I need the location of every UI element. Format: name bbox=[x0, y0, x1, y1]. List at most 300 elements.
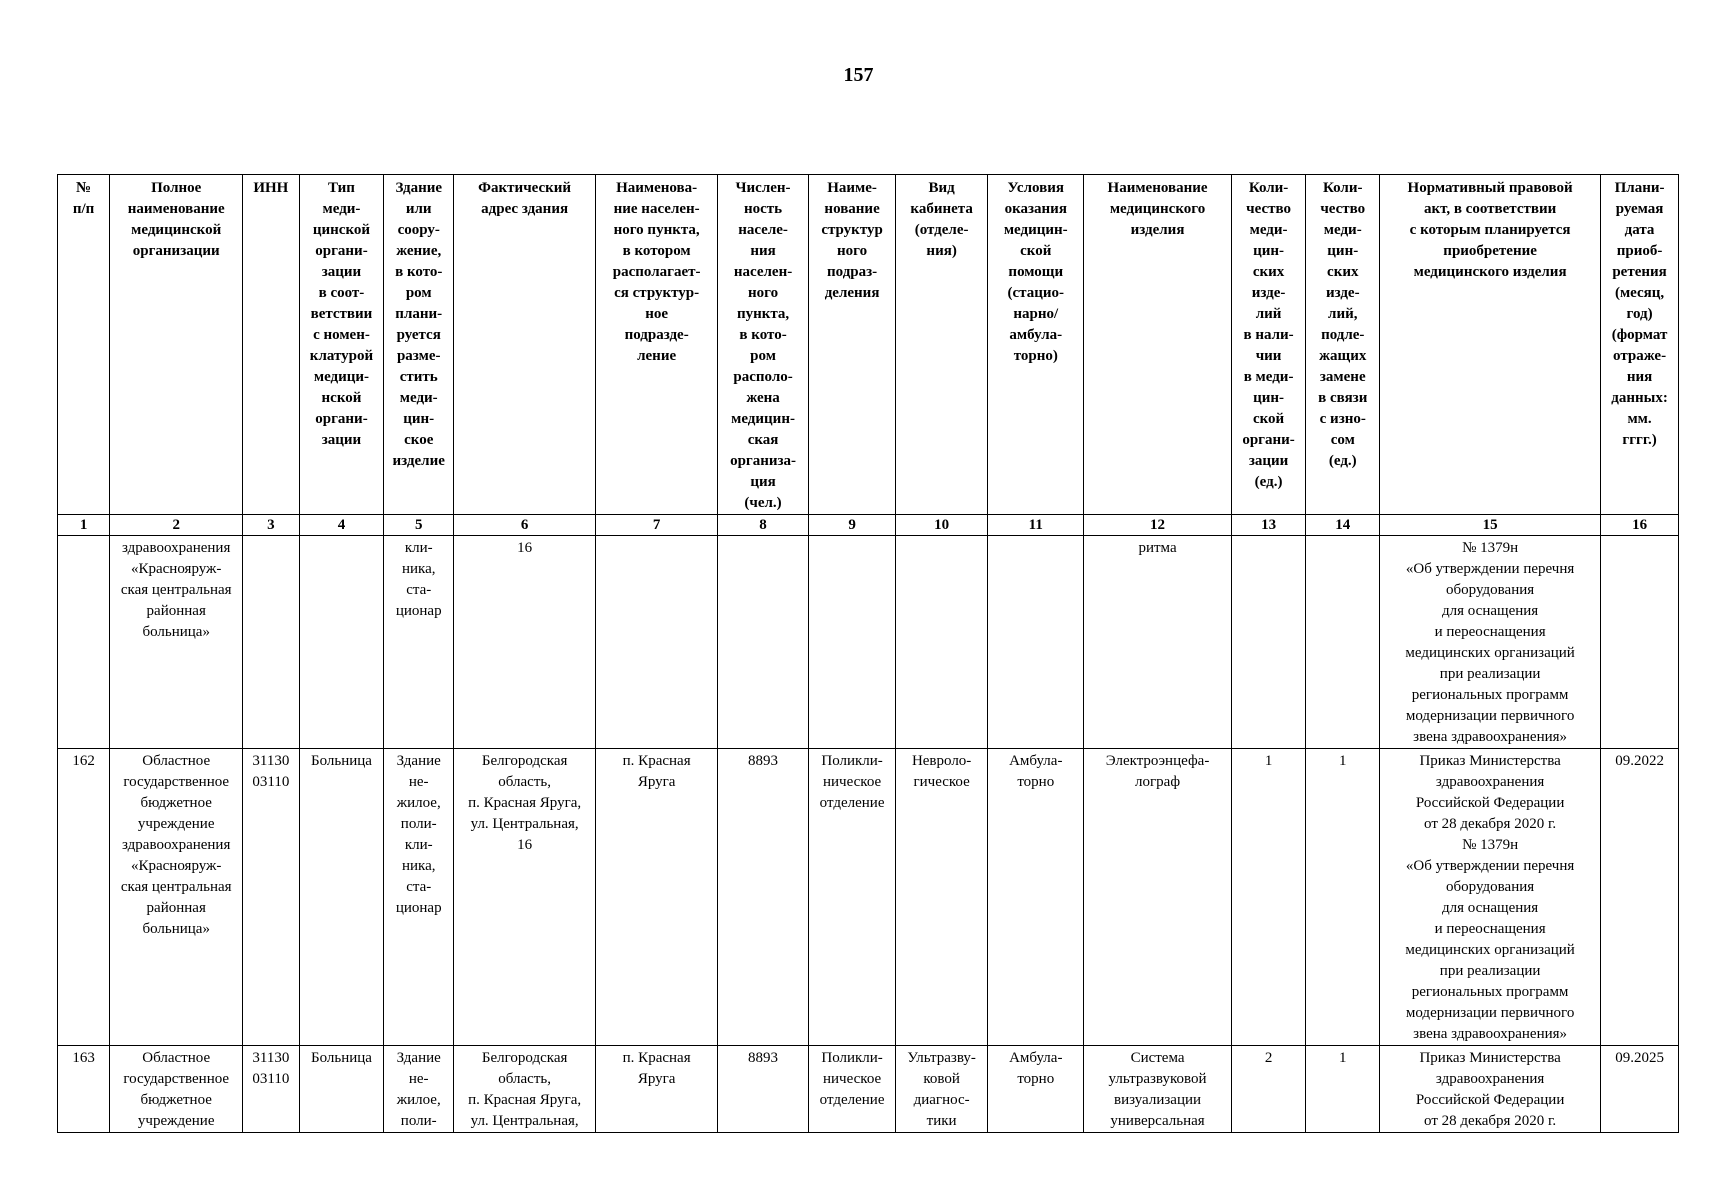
column-header-line: ция bbox=[750, 474, 776, 490]
cell-text-line: здравоохранения bbox=[1435, 1071, 1545, 1087]
column-header-line: с изно- bbox=[1319, 411, 1366, 427]
cell-text-line: гическое bbox=[913, 774, 970, 790]
column-number-cell: 4 bbox=[299, 515, 384, 536]
column-header-1 bbox=[58, 175, 110, 515]
column-header-3 bbox=[243, 175, 299, 515]
cell-text-line: кли- bbox=[404, 540, 433, 556]
column-header-line: в меди- bbox=[1243, 369, 1294, 385]
column-header-line: медицинской bbox=[131, 222, 222, 238]
column-header-line: в котором bbox=[622, 243, 691, 259]
cell-text-line: ническое bbox=[823, 1071, 882, 1087]
column-number-cell: 15 bbox=[1380, 515, 1601, 536]
column-header-5 bbox=[384, 175, 454, 515]
cell-text-line: № 1379н bbox=[1462, 540, 1519, 556]
cell-text-line: Больница bbox=[310, 753, 372, 769]
table-cell-col-7 bbox=[596, 536, 718, 749]
table-cell-col-3 bbox=[243, 1046, 299, 1133]
table-cell-col-11 bbox=[988, 749, 1084, 1046]
column-header-line: Плани- bbox=[1614, 180, 1665, 196]
cell-text-line: Система bbox=[1130, 1050, 1185, 1066]
column-header-line: ния bbox=[750, 243, 776, 259]
cell-text-line: от 28 декабря 2020 г. bbox=[1424, 1113, 1557, 1129]
column-number-cell: 11 bbox=[988, 515, 1084, 536]
column-header-line: Условия bbox=[1007, 180, 1064, 196]
column-header-line: стить bbox=[399, 369, 438, 385]
column-header-line: п/п bbox=[72, 201, 95, 217]
column-header-line: лий, bbox=[1328, 306, 1358, 322]
column-header-line: ской bbox=[1252, 411, 1285, 427]
table-cell-col-9 bbox=[809, 1046, 896, 1133]
cell-text-line: кли- bbox=[404, 837, 433, 853]
cell-text-line: отделение bbox=[819, 795, 885, 811]
table-cell-col-5 bbox=[384, 749, 454, 1046]
column-header-9 bbox=[809, 175, 896, 515]
column-header-line: год) bbox=[1626, 306, 1653, 322]
column-header-line: ское bbox=[404, 432, 434, 448]
cell-text-line: 09.2025 bbox=[1615, 1050, 1664, 1066]
column-header-line: Здание bbox=[395, 180, 443, 196]
column-header-line: Числен- bbox=[735, 180, 791, 196]
column-header-line: ских bbox=[1252, 264, 1285, 280]
cell-text-line: государственное bbox=[123, 1071, 230, 1087]
column-header-line: медицинского bbox=[1109, 201, 1206, 217]
table-cell-col-15 bbox=[1380, 1046, 1601, 1133]
column-header-line: руемая bbox=[1615, 201, 1664, 217]
column-header-11 bbox=[988, 175, 1084, 515]
cell-text-line: Амбула- bbox=[1009, 753, 1063, 769]
table-cell-col-6 bbox=[454, 749, 596, 1046]
column-header-line: Вид bbox=[928, 180, 955, 196]
column-header-line: ретения bbox=[1612, 264, 1667, 280]
cell-text-line: региональных программ bbox=[1411, 984, 1569, 1000]
cell-text-line: учреждение bbox=[137, 1113, 215, 1129]
cell-text-line: диагнос- bbox=[913, 1092, 970, 1108]
cell-text-line: ул. Центральная, bbox=[470, 1113, 579, 1129]
medical-equipment-table bbox=[57, 174, 1679, 1133]
column-header-6 bbox=[454, 175, 596, 515]
column-header-line: зации bbox=[321, 264, 362, 280]
cell-text-line: поли- bbox=[400, 1113, 437, 1129]
table-cell-col-13 bbox=[1231, 1046, 1306, 1133]
cell-text-line: ста- bbox=[406, 582, 432, 598]
cell-text-line: п. Красная bbox=[622, 753, 691, 769]
column-number-cell: 5 bbox=[384, 515, 454, 536]
cell-text-line: отделение bbox=[819, 1092, 885, 1108]
table-cell-col-16 bbox=[1601, 1046, 1679, 1133]
cell-text-line: ультразвуковой bbox=[1108, 1071, 1207, 1087]
cell-text-line: и переоснащения bbox=[1434, 921, 1546, 937]
table-cell-col-11 bbox=[988, 1046, 1084, 1133]
cell-text-line: не- bbox=[408, 1071, 429, 1087]
table-cell-col-14 bbox=[1306, 749, 1380, 1046]
column-header-line: (ед.) bbox=[1328, 453, 1357, 469]
column-header-line: органи- bbox=[315, 411, 368, 427]
column-header-line: приоб- bbox=[1616, 243, 1663, 259]
column-header-line: гггг.) bbox=[1622, 432, 1657, 448]
column-header-line: цин- bbox=[1327, 243, 1359, 259]
column-header-line: акт, в соответствии bbox=[1423, 201, 1557, 217]
column-header-line: меди- bbox=[1249, 222, 1288, 238]
column-header-line: органи- bbox=[1242, 432, 1295, 448]
column-number-cell: 12 bbox=[1084, 515, 1231, 536]
table-cell-col-16 bbox=[1601, 749, 1679, 1046]
column-header-line: нарно/ bbox=[1013, 306, 1059, 322]
cell-text-line: Яруга bbox=[637, 1071, 676, 1087]
column-header-line: в кото- bbox=[395, 264, 443, 280]
column-header-line: оказания bbox=[1004, 201, 1067, 217]
cell-text-line: здравоохранения bbox=[122, 837, 231, 853]
cell-text-line: п. Красная bbox=[622, 1050, 691, 1066]
cell-text-line: торно bbox=[1017, 1071, 1055, 1087]
column-header-line: ская bbox=[747, 432, 779, 448]
cell-text-line: тики bbox=[926, 1113, 957, 1129]
column-header-line: № bbox=[76, 180, 92, 196]
table-cell-col-1 bbox=[58, 1046, 110, 1133]
table-cell-col-13 bbox=[1231, 536, 1306, 749]
column-header-line: Наименование bbox=[1107, 180, 1208, 196]
table-cell-col-12 bbox=[1084, 749, 1231, 1046]
column-number-cell: 2 bbox=[110, 515, 243, 536]
column-header-line: чество bbox=[1246, 201, 1291, 217]
cell-text-line: 8893 bbox=[748, 753, 779, 769]
table-cell-col-1 bbox=[58, 749, 110, 1046]
cell-text-line: Белгородская bbox=[481, 753, 568, 769]
column-header-line: ние населен- bbox=[613, 201, 700, 217]
column-number-cell: 1 bbox=[58, 515, 110, 536]
cell-text-line: 8893 bbox=[748, 1050, 779, 1066]
column-header-line: адрес здания bbox=[481, 201, 569, 217]
column-header-line: с которым планируется bbox=[1409, 222, 1571, 238]
cell-text-line: ционар bbox=[395, 900, 442, 916]
cell-text-line: здравоохранения bbox=[122, 540, 231, 556]
cell-text-line: 16 bbox=[517, 540, 533, 556]
column-header-10 bbox=[896, 175, 988, 515]
column-header-line: зации bbox=[1248, 453, 1289, 469]
column-number-cell: 9 bbox=[809, 515, 896, 536]
column-header-line: подразде- bbox=[624, 327, 689, 343]
cell-text-line: Белгородская bbox=[481, 1050, 568, 1066]
column-header-line: нование bbox=[824, 201, 880, 217]
cell-text-line: № 1379н bbox=[1462, 837, 1519, 853]
column-header-line: нской bbox=[321, 390, 362, 406]
cell-text-line: Электроэнцефа- bbox=[1105, 753, 1210, 769]
cell-text-line: «Краснояруж- bbox=[130, 858, 222, 874]
column-header-7 bbox=[596, 175, 718, 515]
cell-text-line: Областное bbox=[142, 753, 211, 769]
column-number-cell: 3 bbox=[243, 515, 299, 536]
cell-text-line: 1 bbox=[1264, 753, 1273, 769]
cell-text-line: ритма bbox=[1138, 540, 1177, 556]
table-cell-col-13 bbox=[1231, 749, 1306, 1046]
cell-text-line: модернизации первичного bbox=[1405, 1005, 1575, 1021]
cell-text-line: универсальная bbox=[1110, 1113, 1205, 1129]
column-number-cell: 10 bbox=[896, 515, 988, 536]
column-header-8 bbox=[718, 175, 809, 515]
column-header-line: изделие bbox=[392, 453, 445, 469]
column-header-line: наименование bbox=[127, 201, 225, 217]
table-cell-col-11 bbox=[988, 536, 1084, 749]
table-cell-col-5 bbox=[384, 536, 454, 749]
table-cell-col-2 bbox=[110, 1046, 243, 1133]
column-header-line: (ед.) bbox=[1254, 474, 1283, 490]
table-cell-col-2 bbox=[110, 749, 243, 1046]
column-header-4 bbox=[299, 175, 384, 515]
column-header-line: изде- bbox=[1325, 285, 1360, 301]
cell-text-line: районная bbox=[146, 603, 206, 619]
column-header-line: кабинета bbox=[910, 201, 973, 217]
cell-text-line: ул. Центральная, bbox=[470, 816, 579, 832]
column-header-line: Фактический bbox=[478, 180, 572, 196]
column-header-line: ния bbox=[1626, 369, 1653, 385]
column-header-line: меди- bbox=[399, 390, 438, 406]
column-header-line: ских bbox=[1327, 264, 1359, 280]
column-header-line: дата bbox=[1624, 222, 1655, 238]
column-header-line: с номен- bbox=[313, 327, 370, 343]
cell-text-line: визуализации bbox=[1114, 1092, 1202, 1108]
cell-text-line: модернизации первичного bbox=[1405, 708, 1575, 724]
cell-text-line: и переоснащения bbox=[1434, 624, 1546, 640]
column-header-line: ской bbox=[1020, 243, 1052, 259]
column-header-line: приобретение bbox=[1443, 243, 1537, 259]
column-header-line: населе- bbox=[738, 222, 788, 238]
table-cell-col-1 bbox=[58, 536, 110, 749]
column-header-line: пункта, bbox=[736, 306, 790, 322]
cell-text-line: региональных программ bbox=[1411, 687, 1569, 703]
cell-text-line: 1 bbox=[1339, 753, 1347, 769]
column-header-line: в соот- bbox=[318, 285, 365, 301]
table-row bbox=[58, 536, 1679, 749]
cell-text-line: для оснащения bbox=[1442, 900, 1539, 916]
column-header-line: Коли- bbox=[1323, 180, 1363, 196]
cell-text-line: ническое bbox=[823, 774, 882, 790]
column-header-line: организации bbox=[132, 243, 220, 259]
table-cell-col-12 bbox=[1084, 1046, 1231, 1133]
cell-text-line: «Об утверждении перечня bbox=[1405, 561, 1575, 577]
column-header-line: ное bbox=[645, 306, 669, 322]
cell-text-line: Здание bbox=[396, 1050, 441, 1066]
cell-text-line: 1 bbox=[1339, 1050, 1347, 1066]
cell-text-line: 16 bbox=[517, 837, 533, 853]
column-header-line: цинской bbox=[312, 222, 371, 238]
cell-text-line: п. Красная Яруга, bbox=[468, 795, 582, 811]
column-header-line: структур bbox=[821, 222, 883, 238]
column-header-line: изделия bbox=[1130, 222, 1185, 238]
cell-text-line: «Краснояруж- bbox=[130, 561, 222, 577]
table-cell-col-7 bbox=[596, 1046, 718, 1133]
table-cell-col-15 bbox=[1380, 749, 1601, 1046]
column-header-line: данных: bbox=[1611, 390, 1668, 406]
cell-text-line: ционар bbox=[395, 603, 442, 619]
column-header-line: помощи bbox=[1008, 264, 1064, 280]
column-header-line: (формат bbox=[1611, 327, 1668, 343]
column-header-line: населен- bbox=[733, 264, 793, 280]
cell-text-line: Поликли- bbox=[821, 1050, 883, 1066]
column-header-line: меди- bbox=[322, 201, 361, 217]
column-header-line: ся структур- bbox=[614, 285, 700, 301]
table-cell-col-16 bbox=[1601, 536, 1679, 749]
column-header-line: или bbox=[405, 201, 432, 217]
column-header-15 bbox=[1380, 175, 1601, 515]
column-header-2 bbox=[110, 175, 243, 515]
column-header-line: (отделе- bbox=[914, 222, 969, 238]
column-header-line: в связи bbox=[1318, 390, 1368, 406]
cell-text-line: больница» bbox=[142, 624, 210, 640]
cell-text-line: ста- bbox=[406, 879, 432, 895]
cell-text-line: Приказ Министерства bbox=[1419, 1050, 1561, 1066]
cell-text-line: 2 bbox=[1264, 1050, 1273, 1066]
column-header-line: (чел.) bbox=[744, 495, 782, 511]
column-header-line: ния) bbox=[926, 243, 957, 259]
cell-text-line: государственное bbox=[123, 774, 230, 790]
cell-text-line: ская центральная bbox=[120, 582, 232, 598]
column-header-line: ление bbox=[637, 348, 677, 364]
cell-text-line: ковой bbox=[923, 1071, 960, 1087]
table-body bbox=[58, 515, 1679, 1133]
column-header-line: Полное bbox=[151, 180, 202, 196]
table-cell-col-2 bbox=[110, 536, 243, 749]
cell-text-line: Невроло- bbox=[911, 753, 972, 769]
table-row bbox=[58, 1046, 1679, 1133]
cell-text-line: Здание bbox=[396, 753, 441, 769]
column-header-14 bbox=[1306, 175, 1380, 515]
column-number-cell: 14 bbox=[1306, 515, 1380, 536]
cell-text-line: медицинских организаций bbox=[1405, 942, 1575, 958]
cell-text-line: лограф bbox=[1135, 774, 1181, 790]
column-header-line: плани- bbox=[395, 306, 443, 322]
column-header-line: руется bbox=[396, 327, 441, 343]
column-header-line: цин- bbox=[1253, 243, 1285, 259]
column-header-line: амбула- bbox=[1009, 327, 1063, 343]
column-header-line: клатурой bbox=[309, 348, 374, 364]
cell-text-line: оборудования bbox=[1446, 879, 1535, 895]
cell-text-line: п. Красная Яруга, bbox=[468, 1092, 582, 1108]
cell-text-line: бюджетное bbox=[140, 1092, 212, 1108]
table-cell-col-10 bbox=[896, 536, 988, 749]
column-header-line: цин- bbox=[1253, 390, 1285, 406]
column-header-line: замене bbox=[1319, 369, 1366, 385]
table-cell-col-14 bbox=[1306, 1046, 1380, 1133]
table-cell-col-5 bbox=[384, 1046, 454, 1133]
column-header-line: (стацио- bbox=[1007, 285, 1064, 301]
column-header-line: медицин- bbox=[1003, 222, 1068, 238]
cell-text-line: «Об утверждении перечня bbox=[1405, 858, 1575, 874]
column-header-line: ИНН bbox=[253, 180, 289, 196]
cell-text-line: торно bbox=[1017, 774, 1055, 790]
cell-text-line: Поликли- bbox=[821, 753, 883, 769]
column-header-line: торно) bbox=[1013, 348, 1058, 364]
cell-text-line: Российской Федерации bbox=[1415, 1092, 1565, 1108]
table-cell-col-6 bbox=[454, 536, 596, 749]
cell-text-line: 162 bbox=[72, 753, 95, 769]
column-header-line: жена bbox=[746, 390, 780, 406]
cell-text-line: Больница bbox=[310, 1050, 372, 1066]
cell-text-line: ника, bbox=[401, 858, 436, 874]
column-header-line: располо- bbox=[733, 369, 793, 385]
column-header-line: мм. bbox=[1627, 411, 1652, 427]
table-cell-col-4 bbox=[299, 1046, 384, 1133]
cell-text-line: учреждение bbox=[137, 816, 215, 832]
column-header-line: Нормативный правовой bbox=[1407, 180, 1573, 196]
column-header-line: соору- bbox=[397, 222, 440, 238]
cell-text-line: Областное bbox=[142, 1050, 211, 1066]
column-header-line: ветствии bbox=[310, 306, 373, 322]
column-header-line: меди- bbox=[1323, 222, 1362, 238]
column-header-line: зации bbox=[321, 432, 362, 448]
cell-text-line: Амбула- bbox=[1009, 1050, 1063, 1066]
column-header-line: медицин- bbox=[731, 411, 795, 427]
table-cell-col-9 bbox=[809, 536, 896, 749]
cell-text-line: Приказ Министерства bbox=[1419, 753, 1561, 769]
table-cell-col-3 bbox=[243, 749, 299, 1046]
cell-text-line: от 28 декабря 2020 г. bbox=[1424, 816, 1557, 832]
column-number-cell: 16 bbox=[1601, 515, 1679, 536]
column-header-line: чии bbox=[1255, 348, 1282, 364]
column-header-line: жащих bbox=[1319, 348, 1367, 364]
table-cell-col-4 bbox=[299, 749, 384, 1046]
table-row bbox=[58, 749, 1679, 1046]
column-header-line: изде- bbox=[1251, 285, 1286, 301]
column-header-line: органи- bbox=[315, 243, 368, 259]
column-header-line: (месяц, bbox=[1614, 285, 1665, 301]
column-header-line: медици- bbox=[313, 369, 370, 385]
table-cell-col-3 bbox=[243, 536, 299, 749]
table-cell-col-14 bbox=[1306, 536, 1380, 749]
cell-text-line: Российской Федерации bbox=[1415, 795, 1565, 811]
column-header-line: жение, bbox=[396, 243, 442, 259]
cell-text-line: оборудования bbox=[1446, 582, 1535, 598]
column-header-line: чество bbox=[1320, 201, 1366, 217]
column-header-line: ность bbox=[744, 201, 783, 217]
column-number-cell: 8 bbox=[718, 515, 809, 536]
cell-text-line: 09.2022 bbox=[1615, 753, 1664, 769]
cell-text-line: жилое, bbox=[396, 1092, 441, 1108]
table-cell-col-8 bbox=[718, 536, 809, 749]
column-header-line: медицинского изделия bbox=[1413, 264, 1567, 280]
cell-text-line: ника, bbox=[401, 561, 436, 577]
table-cell-col-8 bbox=[718, 749, 809, 1046]
column-header-line: цин- bbox=[403, 411, 435, 427]
cell-text-line: звена здравоохранения» bbox=[1413, 1026, 1568, 1042]
table-header-row bbox=[58, 175, 1679, 515]
cell-text-line: ская центральная bbox=[120, 879, 232, 895]
column-header-line: в кото- bbox=[739, 327, 787, 343]
column-header-line: ром bbox=[750, 348, 776, 364]
cell-text-line: районная bbox=[146, 900, 206, 916]
cell-text-line: Яруга bbox=[637, 774, 676, 790]
column-header-line: лий bbox=[1255, 306, 1282, 322]
column-header-line: отраже- bbox=[1613, 348, 1667, 364]
cell-text-line: здравоохранения bbox=[1435, 774, 1545, 790]
table-cell-col-4 bbox=[299, 536, 384, 749]
table-cell-col-15 bbox=[1380, 536, 1601, 749]
cell-text-line: 31130 bbox=[252, 753, 290, 769]
cell-text-line: для оснащения bbox=[1442, 603, 1539, 619]
cell-text-line: жилое, bbox=[396, 795, 441, 811]
column-number-cell: 7 bbox=[596, 515, 718, 536]
column-number-cell: 6 bbox=[454, 515, 596, 536]
column-header-line: подле- bbox=[1321, 327, 1365, 343]
cell-text-line: 03110 bbox=[252, 1071, 290, 1087]
table-cell-col-8 bbox=[718, 1046, 809, 1133]
cell-text-line: больница» bbox=[142, 921, 210, 937]
column-header-line: Наименова- bbox=[616, 180, 698, 196]
column-header-13 bbox=[1231, 175, 1306, 515]
table-cell-col-7 bbox=[596, 749, 718, 1046]
cell-text-line: бюджетное bbox=[140, 795, 212, 811]
column-header-line: деления bbox=[824, 285, 880, 301]
column-header-line: Тип bbox=[328, 180, 355, 196]
cell-text-line: Ультразву- bbox=[907, 1050, 976, 1066]
